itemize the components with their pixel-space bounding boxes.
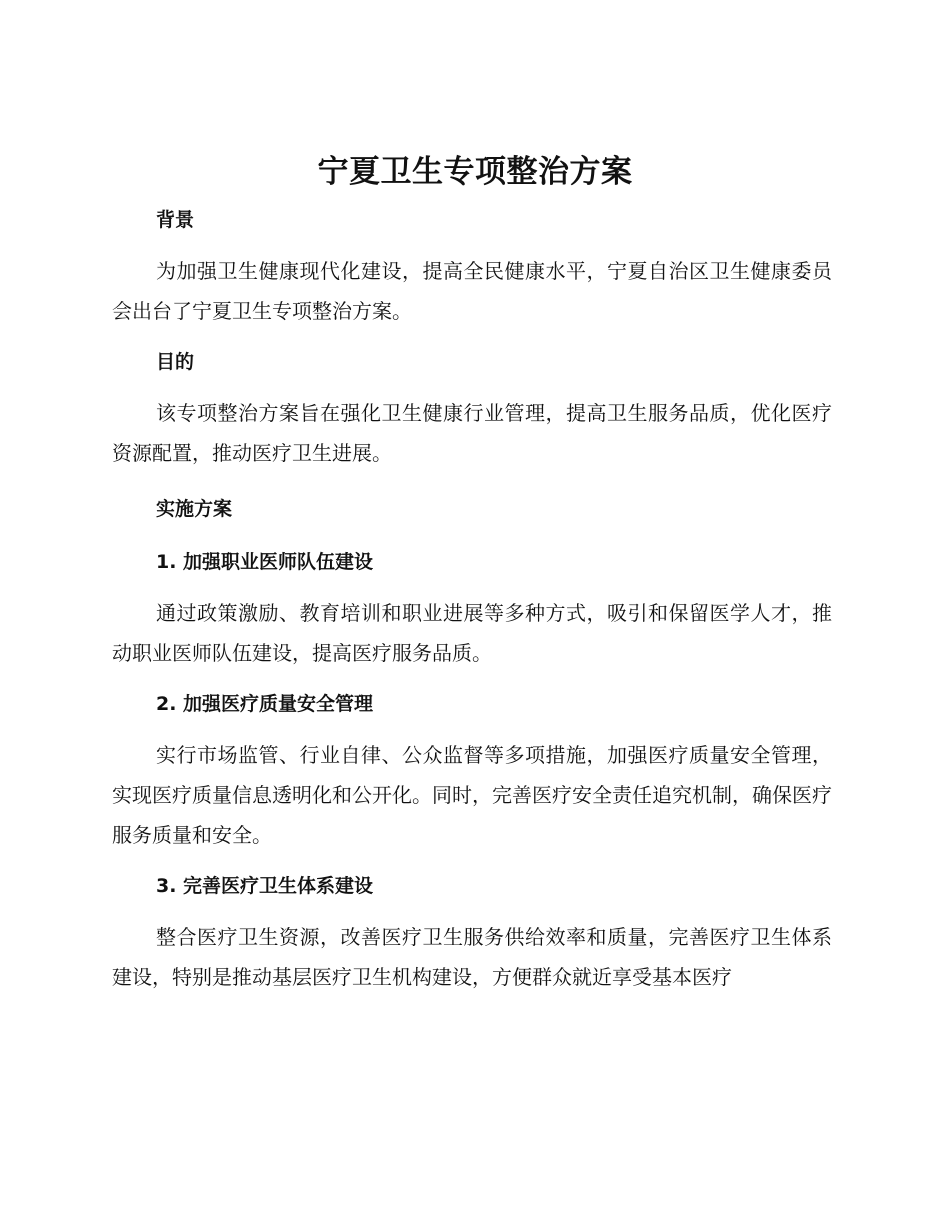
section-heading-item-3: 3. 完善医疗卫生体系建设 [156,875,374,897]
section-text-item-2: 实行市场监管、行业自律、公众监督等多项措施，加强医疗质量安全管理，实现医疗质量信息透明化和公开化。同时，完善医疗安全责任追究机制，确保医疗服务质量和安全。 [112,743,832,847]
section-heading-implementation: 实施方案 [156,498,233,520]
section-text-purpose: 该专项整治方案旨在强化卫生健康行业管理，提高卫生服务品质，优化医疗资源配置，推动医疗卫生进展。 [112,401,832,465]
section-heading-background: 背景 [156,209,195,231]
section-text-item-3: 整合医疗卫生资源，改善医疗卫生服务供给效率和质量，完善医疗卫生体系建设，特别是推动基层医疗卫生机构建设，方便群众就近享受基本医疗 [112,925,832,989]
section-text-background: 为加强卫生健康现代化建设，提高全民健康水平，宁夏自治区卫生健康委员会出台了宁夏卫生专项整治方案。 [112,259,832,323]
document-body [112,198,832,997]
document-title: 宁夏卫生专项整治方案 [317,154,633,190]
section-heading-purpose: 目的 [156,351,195,373]
section-heading-item-1: 1. 加强职业医师队伍建设 [156,551,374,573]
section-heading-item-2: 2. 加强医疗质量安全管理 [156,693,374,715]
section-text-item-1: 通过政策激励、教育培训和职业进展等多种方式，吸引和保留医学人才，推动职业医师队伍建设，提高医疗服务品质。 [112,601,832,665]
